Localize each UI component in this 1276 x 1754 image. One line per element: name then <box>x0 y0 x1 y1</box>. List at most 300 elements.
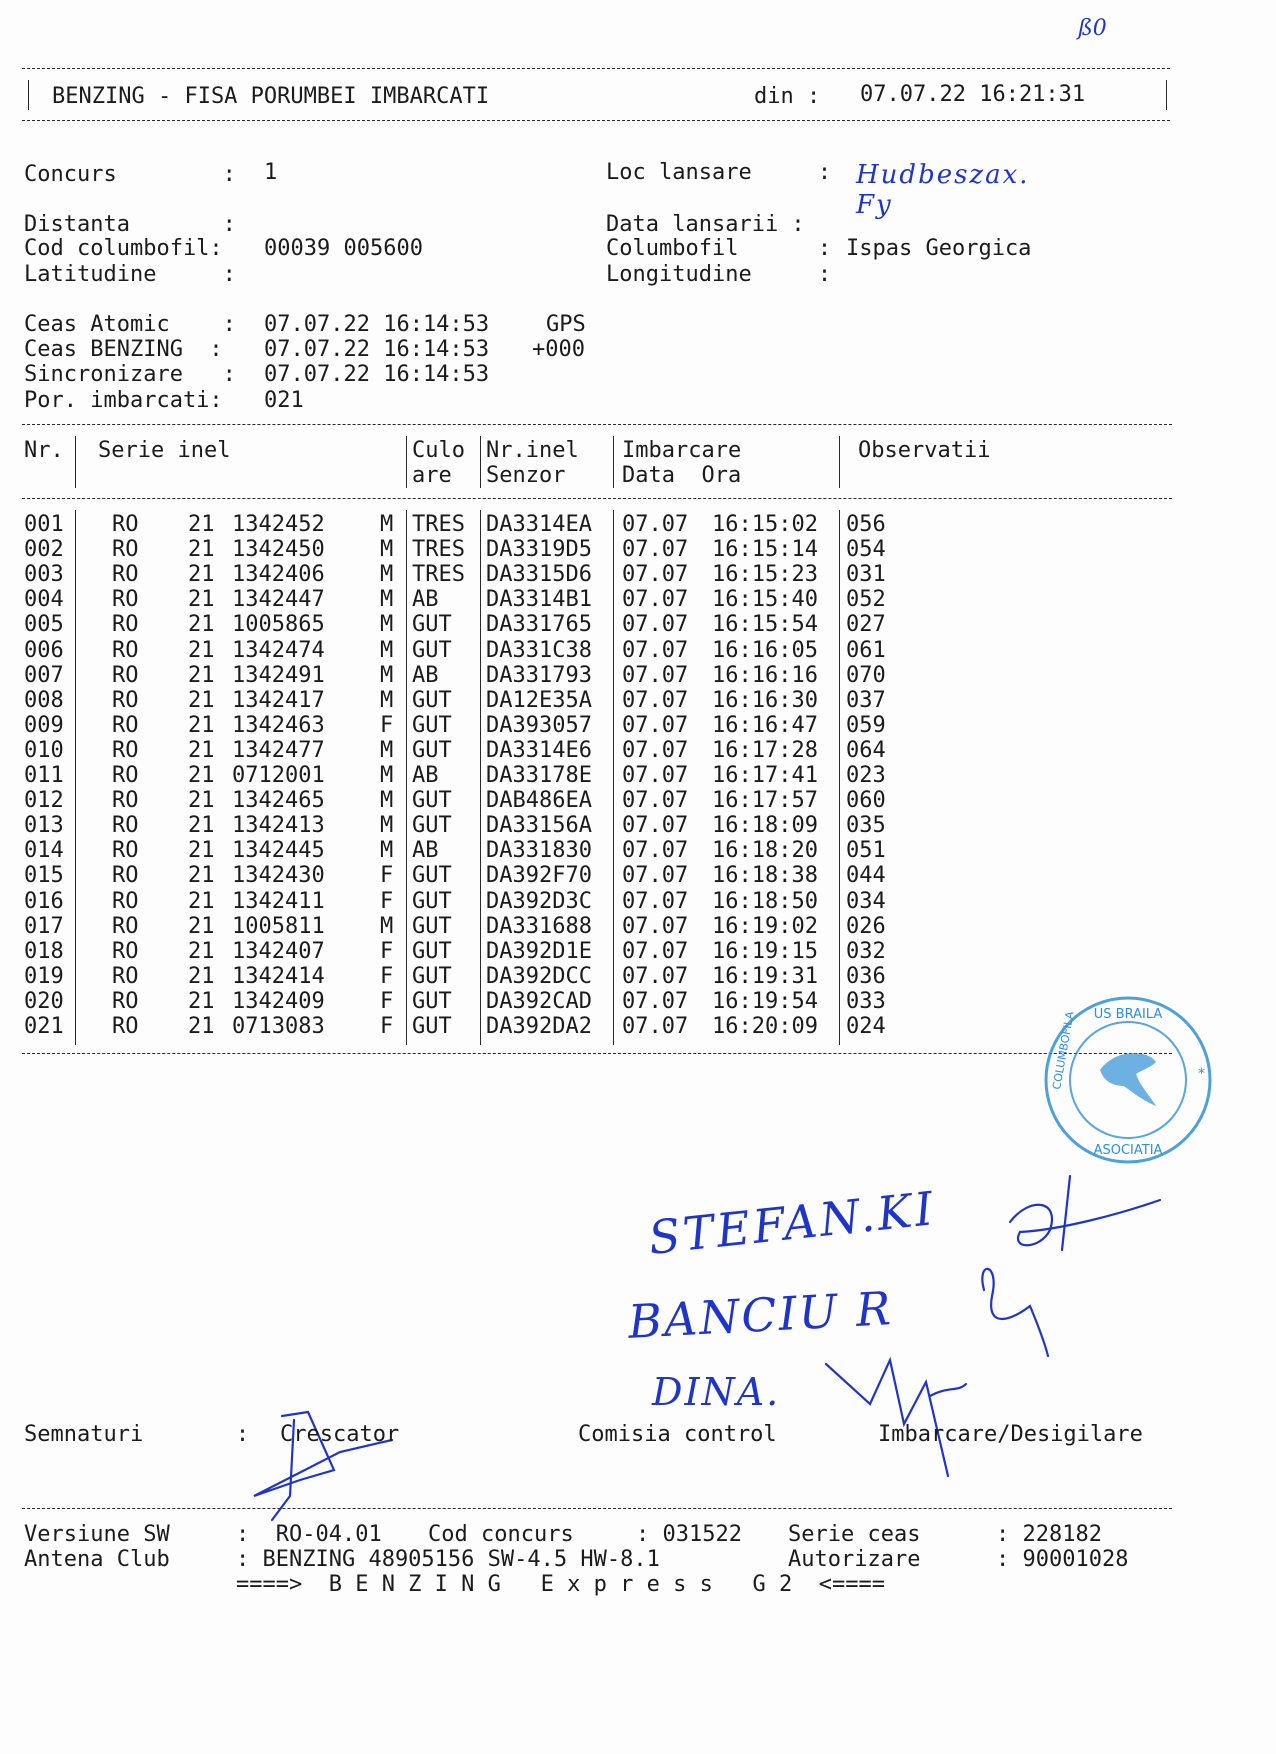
cell-sensor: DA3314E6 <box>486 737 592 763</box>
cell-date: 07.07 <box>622 788 689 814</box>
club-stamp <box>1038 990 1218 1170</box>
concurs-value: 1 <box>264 160 278 185</box>
cell-color: GUT <box>412 988 452 1014</box>
cell-year: 21 <box>188 988 215 1014</box>
cell-sensor: DA331688 <box>486 913 592 939</box>
cell-ring: 1342411 <box>232 888 325 914</box>
cell-sex: F <box>380 888 394 914</box>
cell-sensor: DA3314B1 <box>486 587 592 613</box>
cell-date: 07.07 <box>622 562 689 588</box>
col-header-imbarcare-2: Data Ora <box>622 463 742 488</box>
cell-color: AB <box>412 838 439 864</box>
cell-color: GUT <box>412 938 452 964</box>
cell-color: TRES <box>412 512 465 537</box>
cell-sex: M <box>380 537 394 563</box>
cell-ring: 1005811 <box>232 913 325 939</box>
table-row <box>0 562 1276 587</box>
cell-color: TRES <box>412 562 465 588</box>
cell-obs: 060 <box>846 788 886 814</box>
cell-date: 07.07 <box>622 587 689 613</box>
handwritten-name-3: DINA. <box>652 1370 781 1414</box>
table-row <box>0 688 1276 713</box>
cell-country: RO <box>112 963 139 989</box>
cell-obs: 059 <box>846 712 886 738</box>
cell-year: 21 <box>188 737 215 763</box>
cell-year: 21 <box>188 838 215 864</box>
cell-sex: M <box>380 737 394 763</box>
cod-columbofil-value: 00039 005600 <box>264 236 423 261</box>
cell-sex: F <box>380 863 394 889</box>
header-top-rule <box>22 68 1170 69</box>
sincronizare-value: 07.07.22 16:14:53 <box>264 362 490 387</box>
cell-obs: 027 <box>846 612 886 638</box>
cell-obs: 024 <box>846 1014 886 1039</box>
cell-country: RO <box>112 712 139 738</box>
cell-date: 07.07 <box>622 737 689 763</box>
cell-year: 21 <box>188 913 215 939</box>
cell-sensor: DA331830 <box>486 838 592 864</box>
cell-ring: 1342463 <box>232 712 325 738</box>
cell-year: 21 <box>188 537 215 563</box>
header-divider-2 <box>406 436 407 488</box>
header-divider-4 <box>613 436 614 488</box>
cell-color: AB <box>412 662 439 688</box>
cell-obs: 052 <box>846 587 886 613</box>
cell-date: 07.07 <box>622 838 689 864</box>
cell-time: 16:18:50 <box>712 888 818 914</box>
table-row <box>0 914 1276 939</box>
cell-obs: 026 <box>846 913 886 939</box>
cell-nr: 010 <box>24 737 64 763</box>
header-right-border <box>1166 80 1167 110</box>
ceas-atomic-value: 07.07.22 16:14:53 <box>264 312 490 337</box>
cell-country: RO <box>112 737 139 763</box>
longitudine-label: Longitudine : <box>606 262 832 287</box>
col-header-nr: Nr. <box>24 438 64 463</box>
date-value: 07.07.22 16:21:31 <box>860 82 1086 107</box>
cell-ring: 1342491 <box>232 662 325 688</box>
cell-country: RO <box>112 1014 139 1039</box>
cell-sex: M <box>380 562 394 588</box>
cell-time: 16:17:41 <box>712 763 818 788</box>
cell-nr: 001 <box>24 512 64 537</box>
cell-sensor: DA393057 <box>486 712 592 738</box>
sincronizare-label: Sincronizare : <box>24 362 236 387</box>
cell-date: 07.07 <box>622 1014 689 1039</box>
columbofil-label: Columbofil : <box>606 236 832 261</box>
cell-time: 16:16:05 <box>712 637 818 663</box>
loc-lansare-label: Loc lansare : <box>606 160 832 185</box>
cell-color: GUT <box>412 637 452 663</box>
cell-nr: 016 <box>24 888 64 914</box>
cell-year: 21 <box>188 587 215 613</box>
cell-color: GUT <box>412 813 452 839</box>
cell-sex: F <box>380 963 394 989</box>
cell-color: GUT <box>412 712 452 738</box>
signature-scribble-4 <box>826 1360 948 1476</box>
cell-sensor: DA12E35A <box>486 687 592 713</box>
cell-time: 16:17:28 <box>712 737 818 763</box>
header-left-border <box>28 80 29 110</box>
cell-sex: M <box>380 587 394 613</box>
table-bottom-rule <box>22 1053 1172 1054</box>
cell-sex: M <box>380 512 394 537</box>
cell-obs: 034 <box>846 888 886 914</box>
cell-year: 21 <box>188 687 215 713</box>
cell-time: 16:17:57 <box>712 788 818 814</box>
handwritten-name-1: STEFAN.KI <box>645 1181 939 1265</box>
cell-year: 21 <box>188 512 215 537</box>
cell-obs: 061 <box>846 637 886 663</box>
table-row <box>0 863 1276 888</box>
svg-text:COLUMBOFILA: COLUMBOFILA <box>1050 1010 1077 1091</box>
cell-color: GUT <box>412 788 452 814</box>
cell-ring: 1005865 <box>232 612 325 638</box>
table-row <box>0 813 1276 838</box>
table-row <box>0 612 1276 637</box>
svg-text:ASOCIATIA: ASOCIATIA <box>1093 1143 1163 1158</box>
ceas-benzing-label: Ceas BENZING : <box>24 337 223 362</box>
cell-sensor: DA3319D5 <box>486 537 592 563</box>
cod-concurs-value: : 031522 <box>636 1522 742 1547</box>
header-divider-5 <box>839 436 840 488</box>
corner-handwritten-mark: ß0 <box>1078 16 1107 41</box>
cell-ring: 1342407 <box>232 938 325 964</box>
cell-time: 16:18:20 <box>712 838 818 864</box>
cell-sensor: DA392D1E <box>486 938 592 964</box>
cell-date: 07.07 <box>622 662 689 688</box>
cell-time: 16:15:40 <box>712 587 818 613</box>
serie-ceas-value: : 228182 <box>996 1522 1102 1547</box>
cell-country: RO <box>112 662 139 688</box>
autorizare-label: Autorizare <box>788 1547 921 1572</box>
cell-time: 16:19:54 <box>712 988 818 1014</box>
cell-obs: 035 <box>846 813 886 839</box>
cell-date: 07.07 <box>622 637 689 663</box>
cell-ring: 0712001 <box>232 763 325 788</box>
cell-ring: 1342417 <box>232 687 325 713</box>
cell-date: 07.07 <box>622 963 689 989</box>
cell-color: GUT <box>412 687 452 713</box>
cell-year: 21 <box>188 612 215 638</box>
cell-time: 16:19:02 <box>712 913 818 939</box>
cell-obs: 056 <box>846 512 886 537</box>
col-header-inel-2: Senzor <box>486 463 566 488</box>
cell-time: 16:15:54 <box>712 612 818 638</box>
serie-ceas-label: Serie ceas <box>788 1522 921 1547</box>
cell-year: 21 <box>188 788 215 814</box>
cell-time: 16:18:09 <box>712 813 818 839</box>
versiune-sw-value: : RO-04.01 <box>236 1522 382 1547</box>
cell-sex: M <box>380 813 394 839</box>
cod-concurs-label: Cod concurs <box>428 1522 574 1547</box>
signature-scribble-3 <box>982 1269 1048 1356</box>
cell-color: GUT <box>412 888 452 914</box>
ceas-atomic-label: Ceas Atomic : <box>24 312 236 337</box>
cell-date: 07.07 <box>622 913 689 939</box>
table-row <box>0 512 1276 537</box>
ceas-atomic-extra: GPS <box>546 312 586 337</box>
cell-sensor: DA392D3C <box>486 888 592 914</box>
cell-color: GUT <box>412 913 452 939</box>
cell-country: RO <box>112 562 139 588</box>
cell-sex: M <box>380 913 394 939</box>
cell-obs: 064 <box>846 737 886 763</box>
cell-date: 07.07 <box>622 687 689 713</box>
cell-year: 21 <box>188 662 215 688</box>
cell-obs: 036 <box>846 963 886 989</box>
cell-nr: 004 <box>24 587 64 613</box>
crescator-label: Crescator <box>280 1422 400 1447</box>
cell-nr: 020 <box>24 988 64 1014</box>
cell-nr: 009 <box>24 712 64 738</box>
cell-sex: M <box>380 687 394 713</box>
cell-sensor: DA392DCC <box>486 963 592 989</box>
cell-date: 07.07 <box>622 537 689 563</box>
cell-nr: 005 <box>24 612 64 638</box>
cell-time: 16:15:14 <box>712 537 818 563</box>
cell-country: RO <box>112 763 139 788</box>
cell-country: RO <box>112 913 139 939</box>
cell-sex: M <box>380 637 394 663</box>
cell-country: RO <box>112 612 139 638</box>
cell-date: 07.07 <box>622 712 689 738</box>
col-header-culoare-1: Culo <box>412 438 465 463</box>
cell-obs: 032 <box>846 938 886 964</box>
cell-country: RO <box>112 988 139 1014</box>
cell-year: 21 <box>188 1014 215 1039</box>
cell-time: 16:16:30 <box>712 687 818 713</box>
cell-country: RO <box>112 788 139 814</box>
cell-date: 07.07 <box>622 512 689 537</box>
date-label: din : <box>754 84 821 109</box>
table-row <box>0 738 1276 763</box>
cell-year: 21 <box>188 888 215 914</box>
concurs-label: Concurs : <box>24 162 236 187</box>
cell-year: 21 <box>188 712 215 738</box>
table-row <box>0 763 1276 788</box>
cell-ring: 1342465 <box>232 788 325 814</box>
cell-ring: 1342447 <box>232 587 325 613</box>
por-imbarcati-value: 021 <box>264 388 304 413</box>
cell-date: 07.07 <box>622 938 689 964</box>
cell-sex: F <box>380 1014 394 1039</box>
antena-club-label: Antena Club <box>24 1547 170 1572</box>
ceas-benzing-extra: +000 <box>532 337 585 362</box>
signature-scribble-5 <box>930 1384 966 1396</box>
table-row <box>0 788 1276 813</box>
cell-ring: 1342477 <box>232 737 325 763</box>
cell-country: RO <box>112 512 139 537</box>
table-header-rule <box>22 498 1172 499</box>
cell-obs: 054 <box>846 537 886 563</box>
cell-nr: 007 <box>24 662 64 688</box>
cell-color: GUT <box>412 612 452 638</box>
cell-nr: 018 <box>24 938 64 964</box>
cell-time: 16:16:47 <box>712 712 818 738</box>
cell-nr: 017 <box>24 913 64 939</box>
cell-nr: 008 <box>24 687 64 713</box>
header-bottom-rule <box>22 120 1170 121</box>
cell-ring: 0713083 <box>232 1014 325 1039</box>
cell-nr: 021 <box>24 1014 64 1039</box>
svg-text:US BRAILA: US BRAILA <box>1093 1007 1163 1022</box>
columbofil-value: Ispas Georgica <box>846 236 1032 261</box>
cell-color: TRES <box>412 537 465 563</box>
cell-country: RO <box>112 537 139 563</box>
cell-nr: 019 <box>24 963 64 989</box>
cell-date: 07.07 <box>622 888 689 914</box>
cell-obs: 044 <box>846 863 886 889</box>
cell-time: 16:19:15 <box>712 938 818 964</box>
cell-country: RO <box>112 938 139 964</box>
cell-year: 21 <box>188 813 215 839</box>
cell-sensor: DA392DA2 <box>486 1014 592 1039</box>
cell-ring: 1342474 <box>232 637 325 663</box>
cell-time: 16:16:16 <box>712 662 818 688</box>
cell-date: 07.07 <box>622 612 689 638</box>
cell-nr: 012 <box>24 788 64 814</box>
distanta-label: Distanta : <box>24 212 236 237</box>
footer-rule <box>22 1508 1172 1509</box>
cell-sensor: DA3314EA <box>486 512 592 537</box>
col-header-serie: Serie inel <box>98 438 231 463</box>
cell-sensor: DA392CAD <box>486 988 592 1014</box>
cell-country: RO <box>112 813 139 839</box>
cell-nr: 002 <box>24 537 64 563</box>
cell-sensor: DA392F70 <box>486 863 592 889</box>
cell-color: AB <box>412 763 439 788</box>
cell-country: RO <box>112 637 139 663</box>
cell-ring: 1342413 <box>232 813 325 839</box>
cell-sex: F <box>380 938 394 964</box>
cell-ring: 1342450 <box>232 537 325 563</box>
table-row <box>0 889 1276 914</box>
cell-sensor: DA331C38 <box>486 637 592 663</box>
cell-color: GUT <box>412 963 452 989</box>
col-header-inel-1: Nr.inel <box>486 438 579 463</box>
cell-date: 07.07 <box>622 763 689 788</box>
comisia-control-label: Comisia control <box>578 1422 777 1447</box>
cell-sensor: DA331793 <box>486 662 592 688</box>
cell-year: 21 <box>188 963 215 989</box>
cell-obs: 037 <box>846 687 886 713</box>
cell-year: 21 <box>188 863 215 889</box>
table-row <box>0 713 1276 738</box>
cell-year: 21 <box>188 763 215 788</box>
cell-time: 16:20:09 <box>712 1014 818 1039</box>
cell-ring: 1342409 <box>232 988 325 1014</box>
table-row <box>0 964 1276 989</box>
cell-sex: M <box>380 662 394 688</box>
cell-time: 16:15:23 <box>712 562 818 588</box>
cell-sensor: DA33156A <box>486 813 592 839</box>
cell-sex: F <box>380 712 394 738</box>
cell-country: RO <box>112 838 139 864</box>
autorizare-value: : 90001028 <box>996 1547 1129 1572</box>
cell-sensor: DA331765 <box>486 612 592 638</box>
cell-sex: M <box>380 838 394 864</box>
cell-color: AB <box>412 587 439 613</box>
antena-club-value: : BENZING 48905156 SW-4.5 HW-8.1 <box>236 1547 660 1572</box>
cell-ring: 1342452 <box>232 512 325 537</box>
cell-nr: 011 <box>24 763 64 788</box>
cell-country: RO <box>112 587 139 613</box>
page-title: BENZING - FISA PORUMBEI IMBARCATI <box>52 84 490 109</box>
col-header-observatii: Observatii <box>858 438 991 463</box>
imbarcare-desigilare-label: Imbarcare/Desigilare <box>878 1422 1143 1447</box>
cell-time: 16:18:38 <box>712 863 818 889</box>
cell-ring: 1342430 <box>232 863 325 889</box>
table-row <box>0 587 1276 612</box>
cell-date: 07.07 <box>622 863 689 889</box>
cell-nr: 003 <box>24 562 64 588</box>
cell-country: RO <box>112 888 139 914</box>
cell-obs: 070 <box>846 662 886 688</box>
table-row <box>0 638 1276 663</box>
header-divider-3 <box>480 436 481 488</box>
cell-obs: 031 <box>846 562 886 588</box>
svg-text:*: * <box>1198 1066 1205 1082</box>
cell-sensor: DAB486EA <box>486 788 592 814</box>
table-top-rule <box>22 424 1172 425</box>
cell-country: RO <box>112 687 139 713</box>
cell-nr: 006 <box>24 637 64 663</box>
cell-sex: M <box>380 763 394 788</box>
cell-year: 21 <box>188 637 215 663</box>
data-lansarii-label: Data lansarii : <box>606 212 805 237</box>
cell-time: 16:15:02 <box>712 512 818 537</box>
cell-date: 07.07 <box>622 988 689 1014</box>
benzing-express-banner: ====> B E N Z I N G E x p r e s s G 2 <==== <box>236 1572 886 1597</box>
signature-scribble-1 <box>1010 1200 1160 1245</box>
header-divider-1 <box>75 436 76 488</box>
latitudine-label: Latitudine : <box>24 262 236 287</box>
cell-ring: 1342445 <box>232 838 325 864</box>
por-imbarcati-label: Por. imbarcati: <box>24 388 223 413</box>
cod-columbofil-label: Cod columbofil: <box>24 236 223 261</box>
cell-year: 21 <box>188 938 215 964</box>
handwritten-name-2: BANCIU R <box>626 1281 894 1349</box>
cell-sex: F <box>380 988 394 1014</box>
cell-sex: M <box>380 612 394 638</box>
cell-sex: M <box>380 788 394 814</box>
versiune-sw-label: Versiune SW <box>24 1522 170 1547</box>
cell-color: GUT <box>412 863 452 889</box>
cell-nr: 014 <box>24 838 64 864</box>
table-row <box>0 838 1276 863</box>
cell-obs: 033 <box>846 988 886 1014</box>
cell-date: 07.07 <box>622 813 689 839</box>
cell-nr: 015 <box>24 863 64 889</box>
table-row <box>0 663 1276 688</box>
cell-time: 16:19:31 <box>712 963 818 989</box>
semnaturi-label: Semnaturi : <box>24 1422 250 1447</box>
cell-year: 21 <box>188 562 215 588</box>
signature-scribble-2 <box>1062 1176 1070 1250</box>
cell-obs: 051 <box>846 838 886 864</box>
cell-ring: 1342406 <box>232 562 325 588</box>
col-header-culoare-2: are <box>412 463 452 488</box>
ceas-benzing-value: 07.07.22 16:14:53 <box>264 337 490 362</box>
cell-nr: 013 <box>24 813 64 839</box>
table-row <box>0 939 1276 964</box>
table-row <box>0 537 1276 562</box>
cell-color: GUT <box>412 737 452 763</box>
cell-ring: 1342414 <box>232 963 325 989</box>
cell-sensor: DA3315D6 <box>486 562 592 588</box>
handwritten-location: Hudbeszax. Fy <box>856 160 1030 220</box>
